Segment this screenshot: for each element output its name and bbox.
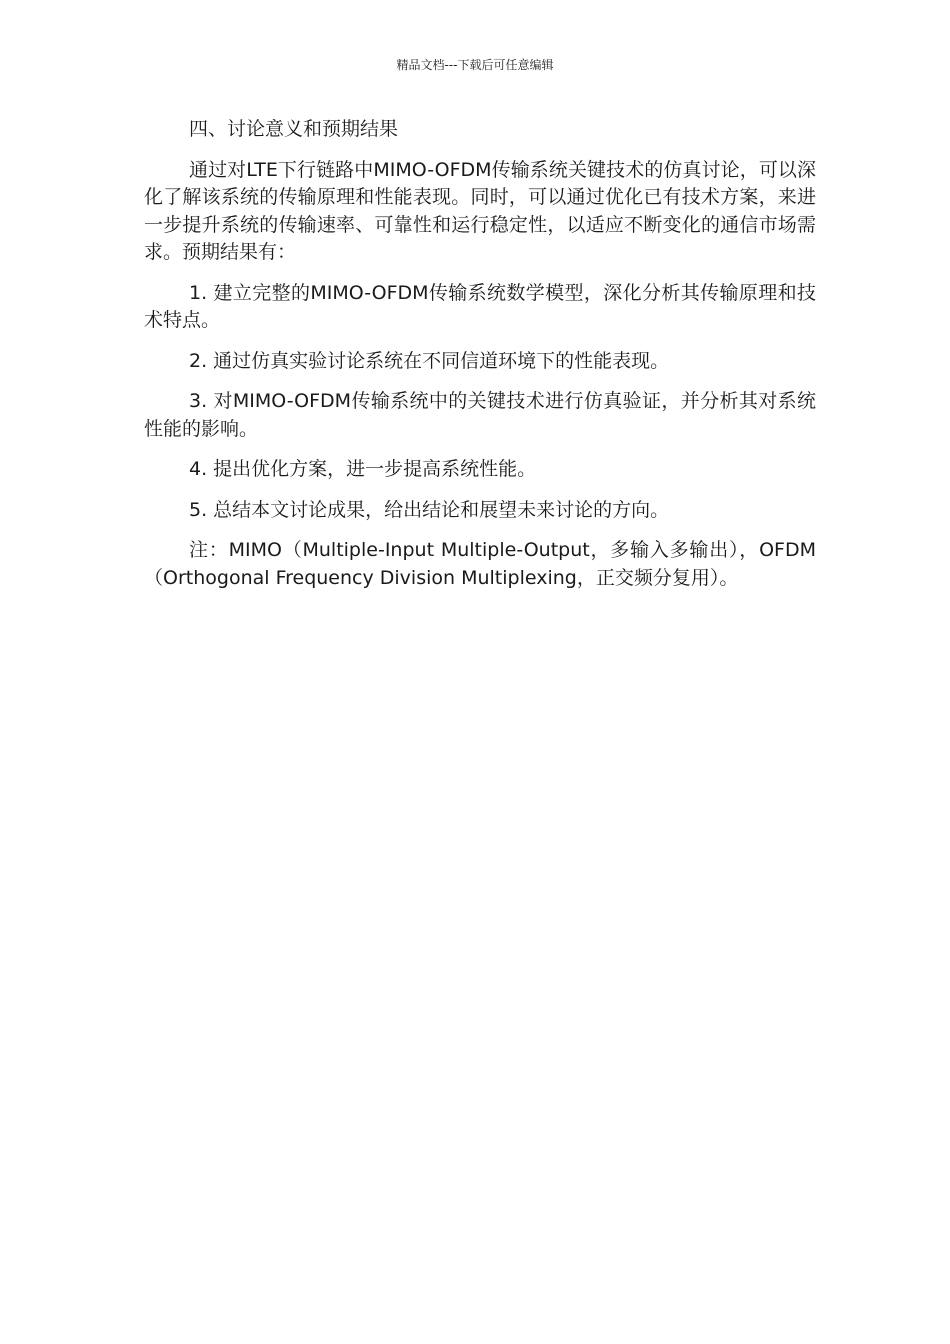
section-heading: 四、讨论意义和预期结果 (189, 118, 399, 140)
expected-result-item-2: 2. 通过仿真实验讨论系统在不同信道环境下的性能表现。 (189, 349, 670, 372)
intro-paragraph: 通过对LTE下行链路中MIMO-OFDM传输系统关键技术的仿真讨论，可以深化了解该系统的传输原理和性能表现。同时，可以通过优化已有技术方案，来进一步提升系统的传输速率、可靠性和运行稳定性，以适应不断变化的通信市场需求。预期结果有： (144, 158, 816, 263)
document-body (144, 116, 816, 605)
page-header: 精品文档---下载后可任意编辑 (396, 58, 554, 72)
expected-result-item-4: 4. 提出优化方案，进一步提高系统性能。 (189, 458, 537, 480)
footnote-paragraph: 注：MIMO（Multiple-Input Multiple-Output，多输入多输出），OFDM（Orthogonal Frequency Division Multiplexing，正交频分复用）。 (144, 539, 816, 589)
expected-result-item-5: 5. 总结本文讨论成果，给出结论和展望未来讨论的方向。 (189, 498, 670, 521)
expected-result-item-3: 3. 对MIMO-OFDM传输系统中的关键技术进行仿真验证，并分析其对系统性能的影响。 (144, 390, 816, 440)
expected-result-item-1: 1. 建立完整的MIMO-OFDM传输系统数学模型，深化分析其传输原理和技术特点。 (144, 281, 816, 331)
